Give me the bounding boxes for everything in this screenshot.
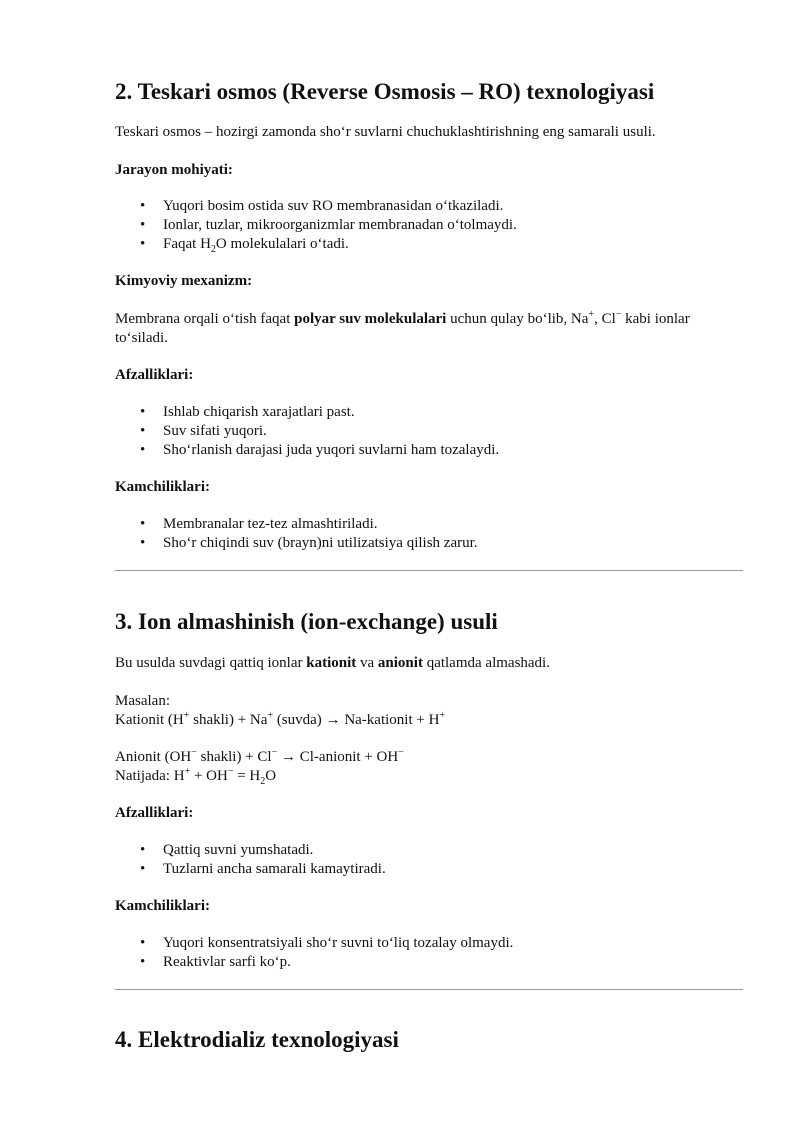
- list-item: • Tuzlarni ancha samarali kamaytiradi.: [115, 860, 743, 879]
- section-3-heading: 3. Ion almashinish (ion-exchange) usuli: [115, 609, 498, 634]
- list-item: • Yuqori bosim ostida suv RO membranasidan o‘tkaziladi.: [115, 197, 743, 216]
- list-item: • Suv sifati yuqori.: [115, 422, 743, 441]
- process-title: Jarayon mohiyati:: [115, 162, 233, 178]
- section-3-disadvantages-list: [115, 934, 743, 972]
- list-item: • Sho‘rlanish darajasi juda yuqori suvlarni ham tozalaydi.: [115, 441, 743, 460]
- mechanism-title: Kimyoviy mexanizm:: [115, 273, 253, 289]
- section-2-advantages-list: [115, 403, 743, 460]
- section-3-disadvantages-title: Kamchiliklari:: [115, 898, 210, 914]
- section-2-advantages-title: Afzalliklari:: [115, 367, 194, 383]
- arrow: →: [281, 749, 296, 765]
- section-divider: [115, 989, 743, 990]
- process-list: [115, 197, 743, 254]
- example-label: Masalan:: [115, 693, 170, 709]
- section-3-advantages-list: [115, 841, 743, 879]
- example-block: [115, 692, 743, 730]
- section-2-disadvantages-title: Kamchiliklari:: [115, 479, 210, 495]
- list-item: • Ionlar, tuzlar, mikroorganizmlar membranadan o‘tolmaydi.: [115, 216, 743, 235]
- arrow: →: [325, 712, 341, 728]
- section-3-advantages-title: Afzalliklari:: [115, 805, 194, 821]
- mechanism-text: Membrana orqali o‘tish faqat polyar suv molekulalari uchun qulay bo‘lib, Na+, Cl− kabi ionlar to‘siladi.: [115, 309, 690, 346]
- equation-2: Anionit (OH− shakli) + Cl− → Cl-anionit + OH−: [115, 747, 404, 765]
- equation-3: Natijada: $H^+ + OH^- = H_2O$: [115, 766, 277, 787]
- equation-block-2: [115, 748, 743, 786]
- section-3-intro: Bu usulda suvdagi qattiq ionlar kationit va anionit qatlamda almashadi.: [115, 655, 550, 671]
- section-2-heading: 2. Teskari osmos (Reverse Osmosis – RO) texnologiyasi: [115, 79, 655, 104]
- section-divider: [115, 570, 743, 571]
- section-2-disadvantages-list: [115, 515, 743, 553]
- section-2-intro: Teskari osmos – hozirgi zamonda sho‘r suvlarni chuchuklashtirishning eng samarali usuli.: [115, 124, 656, 140]
- list-item: • Sho‘r chiqindi suv (brayn)ni utilizatsiya qilish zarur.: [115, 534, 743, 553]
- list-item: • Ishlab chiqarish xarajatlari past.: [115, 403, 743, 422]
- equation-1: Kationit (H+ shakli) + Na+ (suvda) → Na-kationit + H+: [115, 710, 446, 728]
- list-item: • Faqat $H_2O$ molekulalari o‘tadi.: [115, 235, 743, 254]
- list-item: • Membranalar tez-tez almashtiriladi.: [115, 515, 743, 534]
- list-item: • Qattiq suvni yumshatadi.: [115, 841, 743, 860]
- section-4-heading: 4. Elektrodializ texnologiyasi: [115, 1027, 399, 1052]
- list-item: • Yuqori konsentratsiyali sho‘r suvni to‘liq tozalay olmaydi.: [115, 934, 743, 953]
- list-item: • Reaktivlar sarfi ko‘p.: [115, 953, 743, 972]
